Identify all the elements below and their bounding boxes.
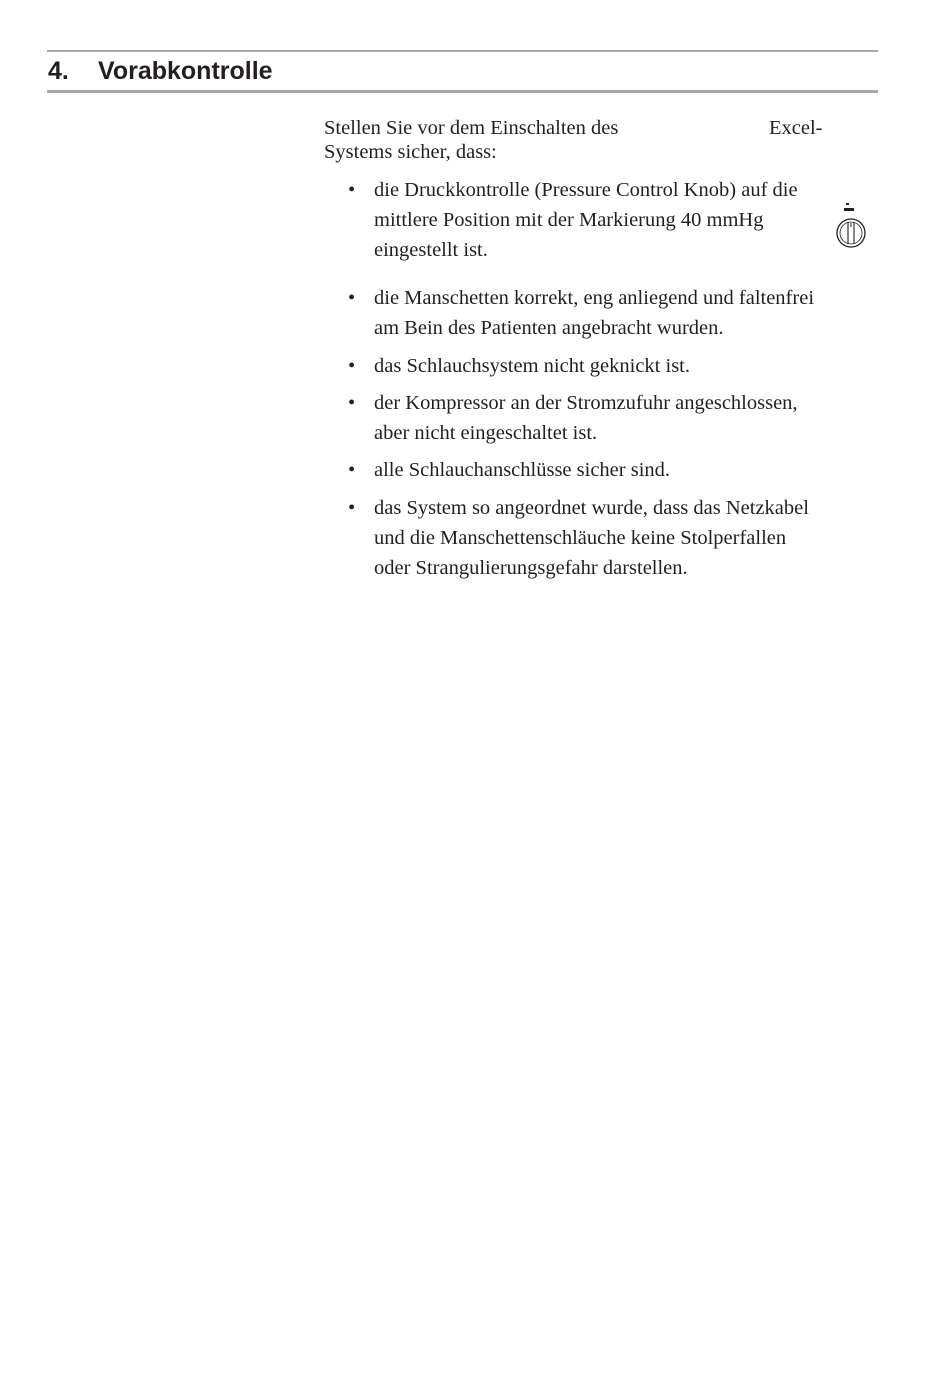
heading-rule-top xyxy=(47,50,878,52)
intro-paragraph xyxy=(324,116,834,164)
list-item-line: mittlere Position mit der Markierung 40 mmHg xyxy=(374,209,764,231)
intro-line-2: Systems sicher, dass: xyxy=(324,141,497,163)
bullet: • xyxy=(348,287,356,309)
bullet: • xyxy=(348,392,356,414)
list-item-line: das System so angeordnet wurde, dass das Netzkabel xyxy=(374,497,809,519)
list-item-line: der Kompressor an der Stromzufuhr angeschlossen, xyxy=(374,392,798,414)
bullet: • xyxy=(348,459,356,481)
section-title: Vorabkontrolle xyxy=(98,57,273,85)
list-item-line: alle Schlauchanschlüsse sicher sind. xyxy=(374,459,671,481)
intro-text-start: Stellen Sie vor dem Einschalten des xyxy=(324,117,619,139)
section-number: 4. xyxy=(48,57,69,85)
list-item-line: und die Manschettenschläuche keine Stolperfallen xyxy=(374,527,787,549)
section-heading xyxy=(48,54,273,88)
list-item-line: die Druckkontrolle (Pressure Control Knob) auf die xyxy=(374,179,798,201)
intro-line-1 xyxy=(324,116,834,140)
pressure-control-knob-icon xyxy=(832,201,872,251)
list-item-line: die Manschetten korrekt, eng anliegend und faltenfrei xyxy=(374,287,815,309)
intro-text-excel: Excel- xyxy=(769,117,823,139)
heading-rule-bottom xyxy=(47,90,878,93)
list-item-line: aber nicht eingeschaltet ist. xyxy=(374,422,598,444)
list-item-line: das Schlauchsystem nicht geknickt ist. xyxy=(374,355,690,377)
list-item-line: oder Strangulierungsgefahr darstellen. xyxy=(374,557,688,579)
bullet: • xyxy=(348,355,356,377)
list-item-line: eingestellt ist. xyxy=(374,239,488,261)
list-item-line: am Bein des Patienten angebracht wurden. xyxy=(374,317,724,339)
bullet: • xyxy=(348,497,356,519)
bullet: • xyxy=(348,179,356,201)
